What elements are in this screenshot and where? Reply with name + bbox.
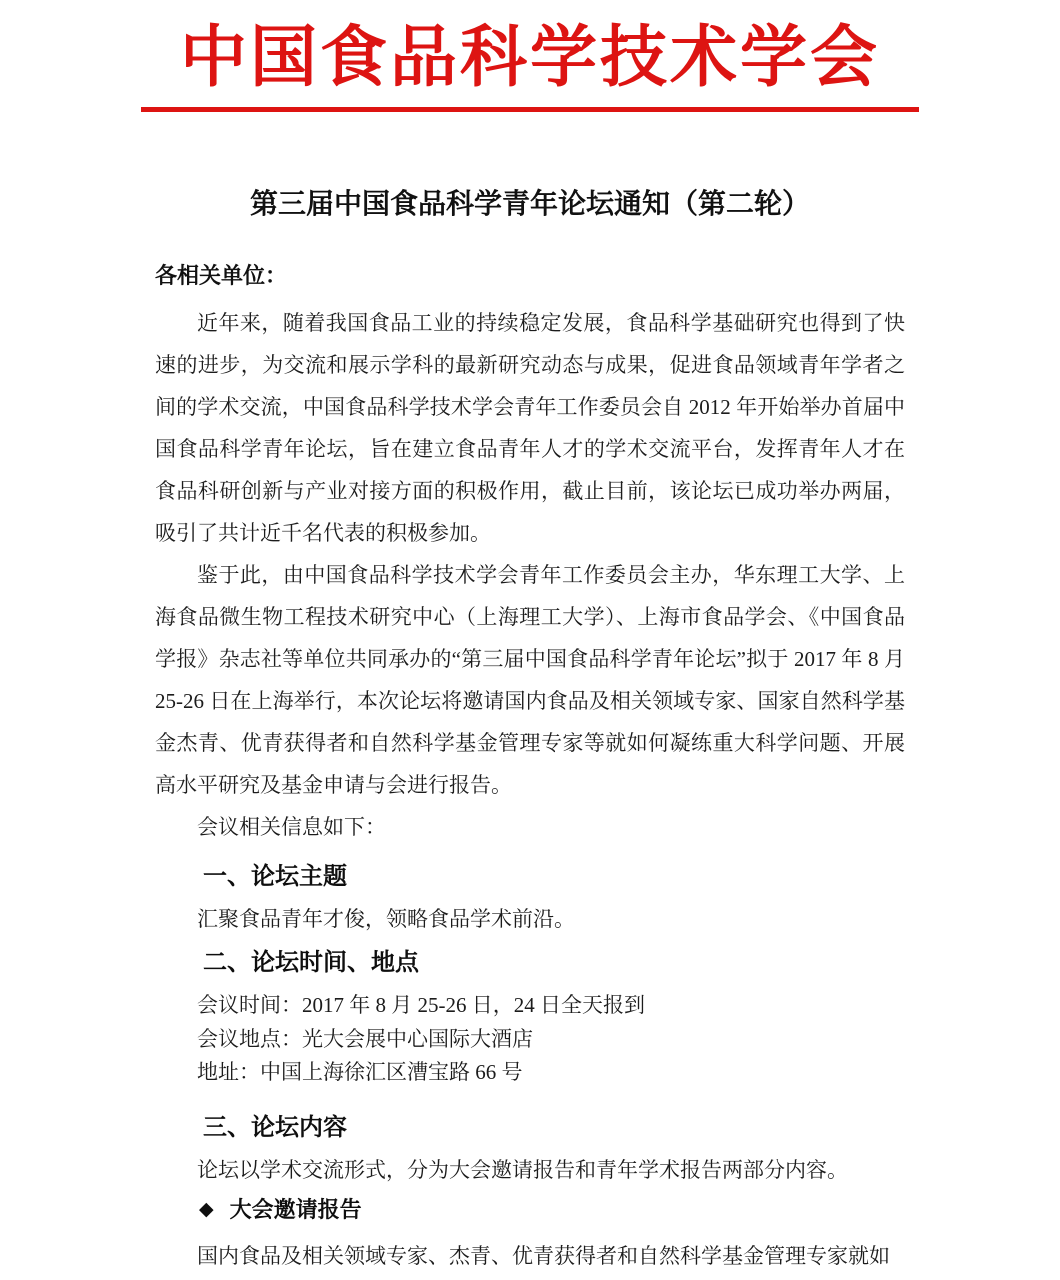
section-3-heading-forum-content: 三、论坛内容 xyxy=(203,1114,347,1141)
letterhead-rule xyxy=(141,107,919,112)
forum-theme-text: 汇聚食品青年才俊，领略食品学术前沿。 xyxy=(197,907,575,931)
paragraph-background: 近年来，随着我国食品工业的持续稳定发展，食品科学基础研究也得到了快速的进步，为交流和展示学科的最新研究动态与成果，促进食品领域青年学者之间的学术交流，中国食品科学技术学会青年工作委员会自 2012 年开始举办首届中国食品科学青年论坛，旨在建立食品青年人才的学术交流平台，发挥青年人才在食品科研创新与产业对接方面的积极作用，截止目前，该论坛已成功举办两届，吸引了共计近千名代表的积极参加。 xyxy=(155,311,905,545)
salutation: 各相关单位： xyxy=(155,263,288,288)
meeting-time: 会议时间：2017 年 8 月 25-26 日，24 日全天报到 xyxy=(197,993,645,1017)
forum-content-text: 论坛以学术交流形式，分为大会邀请报告和青年学术报告两部分内容。 xyxy=(197,1158,848,1182)
meeting-address: 地址：中国上海徐汇区漕宝路 66 号 xyxy=(197,1060,523,1084)
subsection-invited-reports-heading xyxy=(155,1195,905,1225)
paragraph-organizers: 鉴于此，由中国食品科学技术学会青年工作委员会主办，华东理工大学、上海食品微生物工程技术研究中心（上海理工大学）、上海市食品学会、《中国食品学报》杂志社等单位共同承办的“第三届中国食品科学青年论坛”拟于 2017 年 8 月 25-26 日在上海举行，本次论坛将邀请国内食品及相关领域专家、国家自然科学基金杰青、优青获得者和自然科学基金管理专家等就如何凝练重大科学问题、开展高水平研究及基金申请与会进行报告。 xyxy=(155,563,905,797)
diamond-bullet-icon: ◆ xyxy=(199,1199,214,1220)
section-2-heading-time-place: 二、论坛时间、地点 xyxy=(203,949,419,976)
meeting-place: 会议地点：光大会展中心国际大酒店 xyxy=(197,1027,533,1051)
section-1-heading-forum-theme: 一、论坛主题 xyxy=(203,863,347,890)
subsection-invited-reports-label: 大会邀请报告 xyxy=(229,1197,362,1222)
invited-reports-text: 国内食品及相关领域专家、杰青、优青获得者和自然科学基金管理专家就如 xyxy=(197,1244,890,1268)
paragraph-info-intro: 会议相关信息如下： xyxy=(197,815,386,839)
document-body xyxy=(155,262,905,1277)
letterhead xyxy=(0,0,1060,112)
document-title: 第三届中国食品科学青年论坛通知（第二轮） xyxy=(249,188,810,219)
org-name: 中国食品科学技术学会 xyxy=(180,21,880,95)
